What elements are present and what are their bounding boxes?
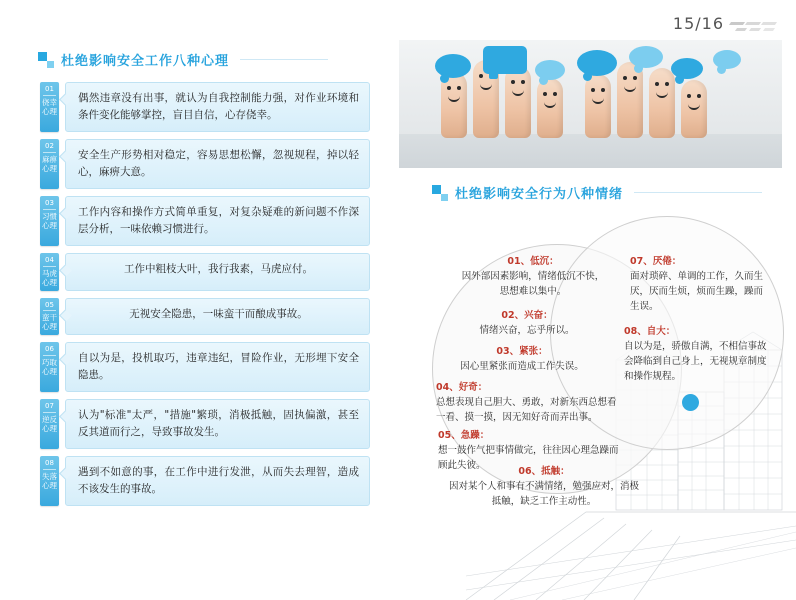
- right-section-title: [432, 183, 762, 202]
- emotion-heading: 03、紧张：: [496, 346, 548, 357]
- item-tag: [40, 298, 59, 336]
- speech-bubble-icon: [535, 60, 565, 80]
- finger-figure: [585, 74, 611, 138]
- title-rule: [240, 59, 328, 60]
- emotions-venn: [432, 216, 784, 516]
- item-number: 03: [43, 199, 56, 210]
- item-tag: [40, 196, 59, 246]
- emotion-heading: 04、好奇：: [436, 382, 488, 393]
- item-number: 05: [43, 301, 56, 312]
- list-item: [40, 456, 370, 506]
- item-number: 06: [43, 345, 56, 356]
- emotion-heading: 06、抵触：: [518, 466, 570, 477]
- item-text: 安全生产形势相对稳定，容易思想松懈，忽视规程，掉以轻心，麻痹大意。: [65, 139, 370, 189]
- item-text: 自以为是，投机取巧，违章违纪，冒险作业，无形埋下安全隐患。: [65, 342, 370, 392]
- item-number: 08: [43, 459, 56, 470]
- list-item: [40, 253, 370, 291]
- speech-bubble-icon: [713, 50, 741, 69]
- list-item: [40, 342, 370, 392]
- square-marker-icon: [38, 52, 54, 68]
- emotion-entry: [436, 380, 618, 425]
- item-label: 蛮干心理: [42, 313, 57, 331]
- header-decoration-bars: [730, 22, 788, 36]
- item-tag: [40, 399, 59, 449]
- item-label: 失落心理: [42, 471, 57, 490]
- emotion-body: 因对某个人和事有不满情绪，勉强应对，消极抵触，缺乏工作主动性。: [448, 481, 639, 507]
- finger-figure: [505, 66, 531, 138]
- item-tag: [40, 342, 59, 392]
- item-label: 麻痹心理: [42, 154, 57, 173]
- speech-bubble-icon: [435, 54, 471, 78]
- item-tag: [40, 139, 59, 189]
- item-number: 04: [43, 256, 56, 267]
- item-label: 巧取心理: [42, 357, 57, 376]
- emotion-entry: [630, 254, 770, 314]
- speech-bubble-icon: [629, 46, 663, 68]
- psychology-list: [40, 82, 370, 513]
- emotion-entry: [446, 464, 642, 509]
- item-tag: [40, 456, 59, 506]
- photo-floor: [399, 134, 782, 168]
- left-section-title: [38, 50, 328, 69]
- emotion-body: 因心里紧张而造成工作失误。: [460, 361, 584, 372]
- right-section-title-text: 杜绝影响安全行为八种情绪: [455, 187, 624, 202]
- finger-figure: [617, 62, 643, 138]
- list-item: [40, 139, 370, 189]
- list-item: [40, 399, 370, 449]
- item-label: 逆反心理: [42, 414, 57, 433]
- item-text: 工作中粗枝大叶，我行我素，马虎应付。: [65, 253, 370, 291]
- emotion-body: 自以为是，骄傲自满，不相信事故会降临到自己身上，无视规章制度和操作规程。: [624, 341, 767, 382]
- item-text: 偶然违章没有出事，就认为自我控制能力强，对作业环境和条件变化能够掌控，盲目自信，心存侥幸。: [65, 82, 370, 132]
- emotion-entry: [624, 324, 772, 384]
- item-label: 侥幸心理: [42, 97, 57, 116]
- square-marker-icon: [432, 185, 448, 201]
- item-text: 工作内容和操作方式简单重复，对复杂疑难的新问题不作深层分析，一味依赖习惯进行。: [65, 196, 370, 246]
- speech-bubble-icon: [577, 50, 617, 76]
- item-tag: [40, 82, 59, 132]
- list-item: [40, 298, 370, 336]
- speech-bubble-icon: [483, 46, 527, 74]
- emotion-heading: 05、急躁：: [438, 430, 490, 441]
- fingers-photo: [399, 40, 782, 168]
- finger-figure: [537, 78, 563, 138]
- emotion-body: 总想表现自己胆大、勇敢，对新东西总想看一看、摸一摸，因无知好奇而弄出事。: [436, 397, 617, 423]
- item-number: 01: [43, 85, 56, 96]
- item-text: 认为"标准"太严，"措施"繁琐，消极抵触，固执偏激，甚至反其道而行之，导致事故发生。: [65, 399, 370, 449]
- emotion-heading: 07、厌倦：: [630, 256, 682, 267]
- finger-figure: [649, 68, 675, 138]
- finger-figure: [681, 80, 707, 138]
- item-label: 马虎心理: [42, 268, 57, 287]
- emotion-heading: 08、自大：: [624, 326, 676, 337]
- list-item: [40, 196, 370, 246]
- item-label: 习惯心理: [42, 211, 57, 230]
- title-rule: [634, 192, 762, 193]
- emotion-heading: 01、低沉：: [507, 256, 559, 267]
- item-number: 02: [43, 142, 56, 153]
- list-item: [40, 82, 370, 132]
- emotion-entry: [452, 308, 602, 338]
- emotion-heading: 02、兴奋：: [501, 310, 553, 321]
- page-number: 15/16: [672, 14, 724, 33]
- emotion-body: 情绪兴奋，忘乎所以。: [479, 325, 575, 336]
- emotion-body: 面对琐碎、单调的工作，久而生厌，厌而生烦，烦而生躁，躁而生误。: [630, 271, 764, 312]
- item-text: 遇到不如意的事，在工作中进行发泄，从而失去理智，造成不该发生的事故。: [65, 456, 370, 506]
- item-number: 07: [43, 402, 56, 413]
- item-text: 无视安全隐患，一味蛮干而酿成事故。: [65, 298, 370, 336]
- emotion-entry: [446, 344, 598, 374]
- blue-dot-decoration: [682, 394, 699, 411]
- item-tag: [40, 253, 59, 291]
- emotion-body: 因外部因素影响，情绪低沉不快，思想难以集中。: [461, 271, 605, 297]
- left-section-title-text: 杜绝影响安全工作八种心理: [61, 54, 230, 69]
- speech-bubble-icon: [671, 58, 703, 79]
- emotion-body: 想一鼓作气把事情做完，往往因心理急躁而顾此失彼。: [438, 445, 619, 471]
- emotion-entry: [458, 254, 608, 299]
